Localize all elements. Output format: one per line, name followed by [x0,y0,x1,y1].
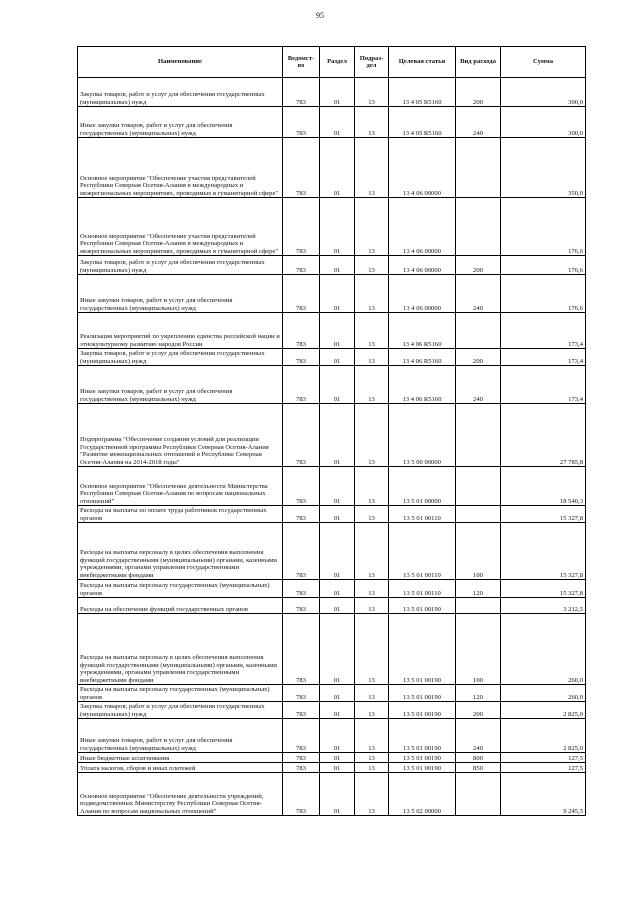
table-header-row [78,47,586,78]
cell-name: Реализация мероприятий по укреплению единства российской нации и этнокультурному развитию народов России [78,313,283,349]
cell-ved: 783 [283,506,320,523]
cell-vid [456,506,501,523]
cell-sum: 300,0 [501,107,586,138]
table-row [78,685,586,702]
page-number: 95 [316,11,324,20]
cell-target: 13 4 06 00000 [389,275,456,313]
cell-name: Иные закупки товаров, работ и услуг для обеспечения государственных (муниципальных) нужд [78,107,283,138]
cell-razdel: 01 [320,138,355,198]
cell-podrazdel: 13 [355,78,389,107]
cell-name: Закупка товаров, работ и услуг для обеспечения государственных (муниципальных) нужд [78,702,283,719]
cell-ved: 783 [283,523,320,580]
header-name: Наименование [78,47,283,78]
cell-vid: 100 [456,614,501,685]
header-target: Целевая статья [389,47,456,78]
cell-name: Закупка товаров, работ и услуг для обеспечения государственных (муниципальных) нужд [78,349,283,366]
cell-sum: 173,4 [501,349,586,366]
cell-ved: 783 [283,349,320,366]
cell-target: 13 5 01 00000 [389,467,456,506]
cell-target: 13 4 06 00000 [389,256,456,275]
cell-ved: 783 [283,467,320,506]
cell-podrazdel: 13 [355,275,389,313]
cell-podrazdel: 13 [355,702,389,719]
cell-target: 13 5 01 00110 [389,506,456,523]
cell-sum: 127,5 [501,763,586,773]
table-row [78,366,586,404]
cell-target: 13 5 01 00190 [389,719,456,753]
cell-vid: 200 [456,256,501,275]
cell-ved: 783 [283,753,320,763]
header-razdel: Раздел [320,47,355,78]
table-row [78,773,586,816]
cell-vid [456,773,501,816]
table-row [78,719,586,753]
table-row [78,523,586,580]
cell-podrazdel: 13 [355,256,389,275]
cell-vid: 200 [456,78,501,107]
cell-podrazdel: 13 [355,349,389,366]
cell-ved: 783 [283,580,320,598]
cell-podrazdel: 13 [355,404,389,467]
table-row [78,198,586,256]
cell-podrazdel: 13 [355,138,389,198]
cell-name: Расходы на выплаты персоналу государственных (муниципальных) органов [78,580,283,598]
cell-name: Расходы на выплаты по оплате труда работников государственных органов [78,506,283,523]
cell-target: 13 4 05 R5160 [389,107,456,138]
cell-sum: 15 327,8 [501,506,586,523]
cell-podrazdel: 13 [355,719,389,753]
cell-razdel: 01 [320,404,355,467]
cell-razdel: 01 [320,313,355,349]
cell-vid [456,598,501,614]
cell-razdel: 01 [320,702,355,719]
cell-target: 13 4 06 R5160 [389,349,456,366]
cell-ved: 783 [283,404,320,467]
cell-razdel: 01 [320,107,355,138]
cell-ved: 783 [283,773,320,816]
table-row [78,107,586,138]
header-ved: Ведомст-во [283,47,320,78]
cell-podrazdel: 13 [355,773,389,816]
cell-target: 13 5 01 00190 [389,685,456,702]
cell-podrazdel: 13 [355,366,389,404]
cell-ved: 783 [283,702,320,719]
cell-podrazdel: 13 [355,107,389,138]
cell-target: 13 5 01 00190 [389,753,456,763]
cell-vid [456,404,501,467]
cell-target: 13 5 01 00110 [389,523,456,580]
cell-ved: 783 [283,685,320,702]
cell-razdel: 01 [320,773,355,816]
cell-ved: 783 [283,598,320,614]
cell-podrazdel: 13 [355,598,389,614]
cell-razdel: 01 [320,523,355,580]
cell-target: 13 5 00 00000 [389,404,456,467]
cell-target: 13 4 06 00000 [389,138,456,198]
header-vid: Вид расхода [456,47,501,78]
cell-sum: 15 327,8 [501,580,586,598]
cell-razdel: 01 [320,719,355,753]
cell-name: Иные бюджетные ассигнования [78,753,283,763]
table-row [78,256,586,275]
cell-target: 13 5 01 00110 [389,580,456,598]
cell-name: Иные закупки товаров, работ и услуг для обеспечения государственных (муниципальных) нужд [78,366,283,404]
cell-name: Закупка товаров, работ и услуг для обеспечения государственных (муниципальных) нужд [78,78,283,107]
cell-target: 13 4 05 R5160 [389,78,456,107]
cell-name: Основное мероприятие "Обеспечение участия представителей Республики Северная Осетия-Алания в международных и межрегиональных мероприятиях, проводимых в гуманитарной сфере" [78,198,283,256]
table-row [78,614,586,685]
table-row [78,753,586,763]
cell-podrazdel: 13 [355,685,389,702]
cell-razdel: 01 [320,763,355,773]
table-row [78,78,586,107]
cell-name: Иные закупки товаров, работ и услуг для обеспечения государственных (муниципальных) нужд [78,719,283,753]
cell-ved: 783 [283,719,320,753]
cell-razdel: 01 [320,598,355,614]
cell-sum: 27 785,8 [501,404,586,467]
cell-ved: 783 [283,256,320,275]
cell-razdel: 01 [320,580,355,598]
table-row [78,763,586,773]
header-sum: Сумма [501,47,586,78]
cell-sum: 173,4 [501,313,586,349]
cell-name: Уплата налогов, сборов и иных платежей [78,763,283,773]
cell-sum: 3 212,5 [501,598,586,614]
cell-vid: 200 [456,702,501,719]
cell-podrazdel: 13 [355,523,389,580]
cell-name: Расходы на выплаты персоналу государственных (муниципальных) органов [78,685,283,702]
header-podrazdel: Подраз-дел [355,47,389,78]
cell-vid: 100 [456,523,501,580]
cell-name: Закупка товаров, работ и услуг для обеспечения государственных (муниципальных) нужд [78,256,283,275]
table-row [78,313,586,349]
cell-razdel: 01 [320,349,355,366]
cell-sum: 260,0 [501,614,586,685]
cell-ved: 783 [283,763,320,773]
cell-razdel: 01 [320,256,355,275]
cell-target: 13 5 01 00190 [389,763,456,773]
cell-vid: 200 [456,349,501,366]
cell-podrazdel: 13 [355,313,389,349]
cell-sum: 127,5 [501,753,586,763]
table-row [78,702,586,719]
cell-vid: 800 [456,753,501,763]
cell-razdel: 01 [320,685,355,702]
cell-vid [456,467,501,506]
cell-ved: 783 [283,138,320,198]
budget-table [77,46,586,816]
cell-sum: 2 825,0 [501,719,586,753]
cell-razdel: 01 [320,78,355,107]
cell-vid [456,198,501,256]
cell-vid: 240 [456,366,501,404]
cell-sum: 300,0 [501,78,586,107]
cell-name: Основное мероприятие "Обеспечение участия представителей Республики Северная Осетия-Алания в международных и межрегиональных мероприятиях, проводимых в гуманитарной сфере" [78,138,283,198]
cell-target: 13 4 06 R5160 [389,366,456,404]
cell-target: 13 5 02 00000 [389,773,456,816]
table-row [78,598,586,614]
cell-ved: 783 [283,78,320,107]
cell-name: Расходы на выплаты персоналу в целях обеспечения выполнения функций государственными (муниципальными) органами, казенными учреждениями, органами управления государственными внебюджетными фондами [78,614,283,685]
table-row [78,404,586,467]
cell-podrazdel: 13 [355,580,389,598]
cell-podrazdel: 13 [355,198,389,256]
cell-ved: 783 [283,107,320,138]
cell-sum: 176,6 [501,275,586,313]
cell-podrazdel: 13 [355,614,389,685]
cell-podrazdel: 13 [355,506,389,523]
cell-name: Расходы на выплаты персоналу в целях обеспечения выполнения функций государственными (муниципальными) органами, казенными учреждениями, органами управления государственными внебюджетными фондами [78,523,283,580]
cell-razdel: 01 [320,198,355,256]
table-row [78,580,586,598]
cell-ved: 783 [283,614,320,685]
cell-podrazdel: 13 [355,753,389,763]
cell-razdel: 01 [320,275,355,313]
cell-ved: 783 [283,313,320,349]
cell-target: 13 5 01 00190 [389,702,456,719]
cell-sum: 350,0 [501,138,586,198]
cell-razdel: 01 [320,506,355,523]
cell-ved: 783 [283,198,320,256]
table-row [78,275,586,313]
table-row [78,349,586,366]
cell-name: Основное мероприятие "Обеспечение деятельности учреждений, подведомственных Министерству Республики Северная Осетия-Алания по вопросам национальных отношений" [78,773,283,816]
cell-name: Основное мероприятие "Обеспечение деятельности Министерства Республики Северная Осетия-Алания по вопросам национальных отношений" [78,467,283,506]
cell-vid [456,313,501,349]
cell-razdel: 01 [320,614,355,685]
cell-vid: 240 [456,107,501,138]
cell-target: 13 4 06 R5160 [389,313,456,349]
cell-vid: 850 [456,763,501,773]
cell-name: Подпрограмма "Обеспечение создания условий для реализации Государственной программы Республики Северная Осетия-Алания "Развитие межнациональных отношений в Республике Северная Осетия-Алания на 2014-2018 годы" [78,404,283,467]
cell-ved: 783 [283,275,320,313]
cell-sum: 173,4 [501,366,586,404]
cell-razdel: 01 [320,753,355,763]
cell-target: 13 5 01 00190 [389,614,456,685]
cell-vid: 240 [456,719,501,753]
cell-name: Иные закупки товаров, работ и услуг для обеспечения государственных (муниципальных) нужд [78,275,283,313]
cell-target: 13 4 06 00000 [389,198,456,256]
cell-sum: 260,0 [501,685,586,702]
cell-razdel: 01 [320,366,355,404]
table-row [78,467,586,506]
cell-razdel: 01 [320,467,355,506]
cell-sum: 9 245,5 [501,773,586,816]
cell-name: Расходы на обеспечение функций государственных органов [78,598,283,614]
cell-ved: 783 [283,366,320,404]
cell-podrazdel: 13 [355,763,389,773]
cell-sum: 18 540,3 [501,467,586,506]
cell-sum: 15 327,8 [501,523,586,580]
cell-sum: 176,6 [501,198,586,256]
table-row [78,138,586,198]
cell-podrazdel: 13 [355,467,389,506]
cell-sum: 176,6 [501,256,586,275]
cell-sum: 2 825,0 [501,702,586,719]
cell-target: 13 5 01 00190 [389,598,456,614]
cell-vid: 120 [456,580,501,598]
cell-vid [456,138,501,198]
cell-vid: 240 [456,275,501,313]
cell-vid: 120 [456,685,501,702]
table-row [78,506,586,523]
